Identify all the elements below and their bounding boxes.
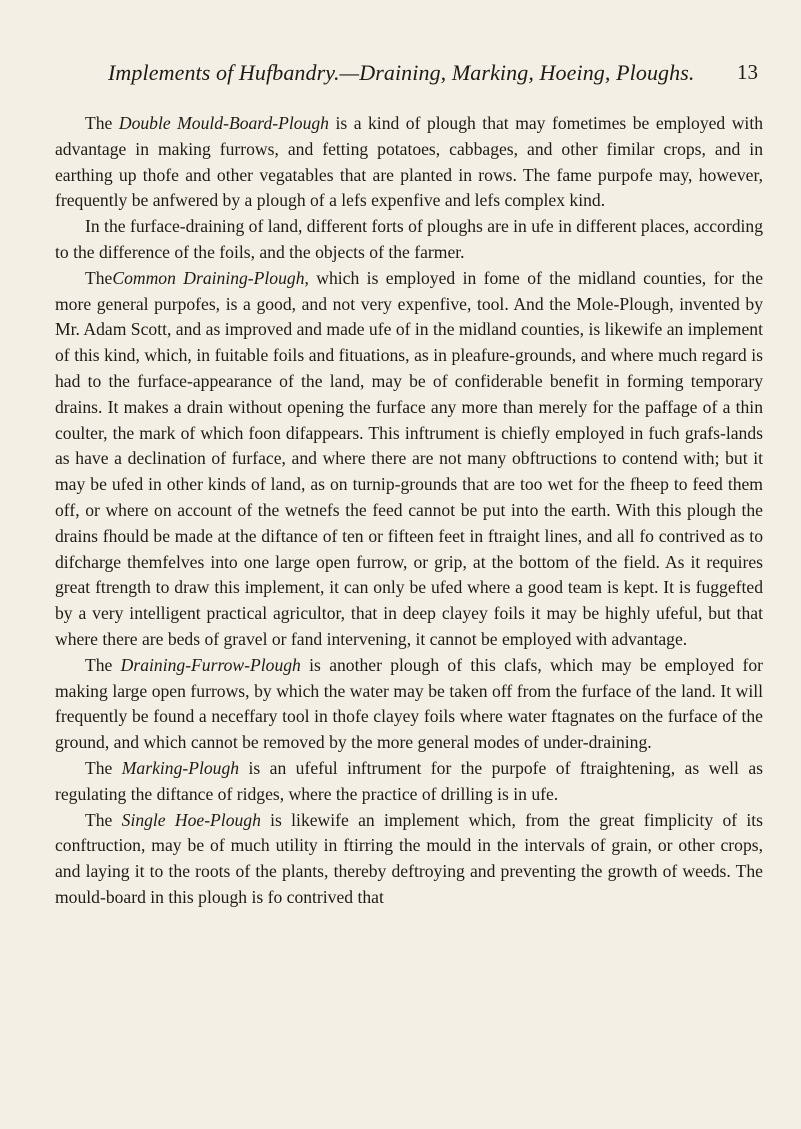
implement-name: Common Draining-Plough (112, 267, 305, 288)
paragraph-text: is likewife an implement which, from the great fimplicity of its conftruction, may be of much utility in ftirring the mould in the intervals of grain, or other crops, and laying it to the roots of the plants, thereby deftroying and preventing the growth of weeds. The mould-board in this plough is fo contrived that (55, 809, 764, 907)
paragraph-text: In the furface-draining of land, different forts of ploughs are in ufe in different places, according to the difference of the foils, and the objects of the farmer. (55, 216, 763, 262)
paragraph-text: is a kind of plough that may fometimes be employed with advantage in making furrows, and fetting potatoes, cabbages, and other fimilar crops, and in earthing up thofe and other vegatables that are planted in rows. The fame purpofe may, however, frequently be anfwered by a plough of a lefs expenfive and lefs complex kind. (55, 113, 764, 211)
paragraph-text: , which is employed in fome of the midland counties, for the more general purpofes, is a good, and not very expenfive, tool. And the Mole-Plough, invented by Mr. Adam Scott, and as improved and made ufe of in the midland counties, is likewife an implement of this kind, which, in fuitable foils and fituations, as in pleafure-grounds, and where much regard is had to the furface-appearance of the land, may be of confiderable benefit in forming temporary drains. It makes a drain without opening the furface any more than merely for the paffage of a thin coulter, the mark of which foon difappears. This inftrument is chiefly employed in fuch grafs-lands as have a declination of furface, and where there are not many obftructions to contend with; but it may be ufed in other kinds of land, as on turnip-grounds that are too wet for the fheep to feed them off, or where on account of the wetnefs the feed cannot be put into the earth. With this plough the drains fhould be made at the diftance of ten or fifteen feet in ftraight lines, and all fo contrived as to difcharge themfelves into one large open furrow, or grip, at the bottom of the field. As it requires great ftrength to draw this implement, it can only be ufed where a good team is kept. It is fuggefted by a very intelligent practical agricultor, that in deep clayey foils it may be highly ufeful, but that where there are beds of gravel or fand intervening, it cannot be employed with advantage. (55, 267, 764, 649)
paragraph-lead: The (85, 809, 113, 830)
implement-name: Double Mould-Board-Plough (118, 113, 329, 133)
paragraph-lead: The (85, 267, 113, 288)
paragraph-lead: The (85, 113, 113, 133)
paragraph-common-draining-plough (55, 266, 763, 653)
paragraph-text: is an ufeful inftrument for the purpofe of ftraightening, as well as regulating the diftance of ridges, where the practice of drilling is in ufe. (55, 757, 763, 804)
paragraph-lead: The (85, 757, 113, 778)
running-title: Implements of Hufbandry.—Draining, Marking, Hoeing, Ploughs. (108, 60, 695, 85)
page-header (108, 60, 758, 98)
paragraph-lead: The (85, 654, 113, 675)
implement-name: Marking-Plough (121, 757, 240, 778)
implement-name: Draining-Furrow-Plough (120, 654, 301, 675)
paragraph-text: is another plough of this clafs, which may be employed for making large open furrows, by which the water may be taken off from the furface of the land. It will frequently be found a neceffary tool in thofe clayey foils where water ftagnates on the furface of the ground, and which cannot be removed by the more general modes of under-draining. (55, 654, 764, 753)
paragraph-double-mould-board-plough (55, 111, 763, 214)
paragraph-surface-draining (55, 214, 763, 266)
page-number: 13 (737, 60, 758, 84)
page-body (55, 111, 763, 911)
paragraph-draining-furrow-plough (55, 653, 763, 756)
paragraph-single-hoe-plough (55, 808, 763, 911)
paragraph-marking-plough (55, 756, 763, 808)
implement-name: Single Hoe-Plough (121, 809, 261, 830)
